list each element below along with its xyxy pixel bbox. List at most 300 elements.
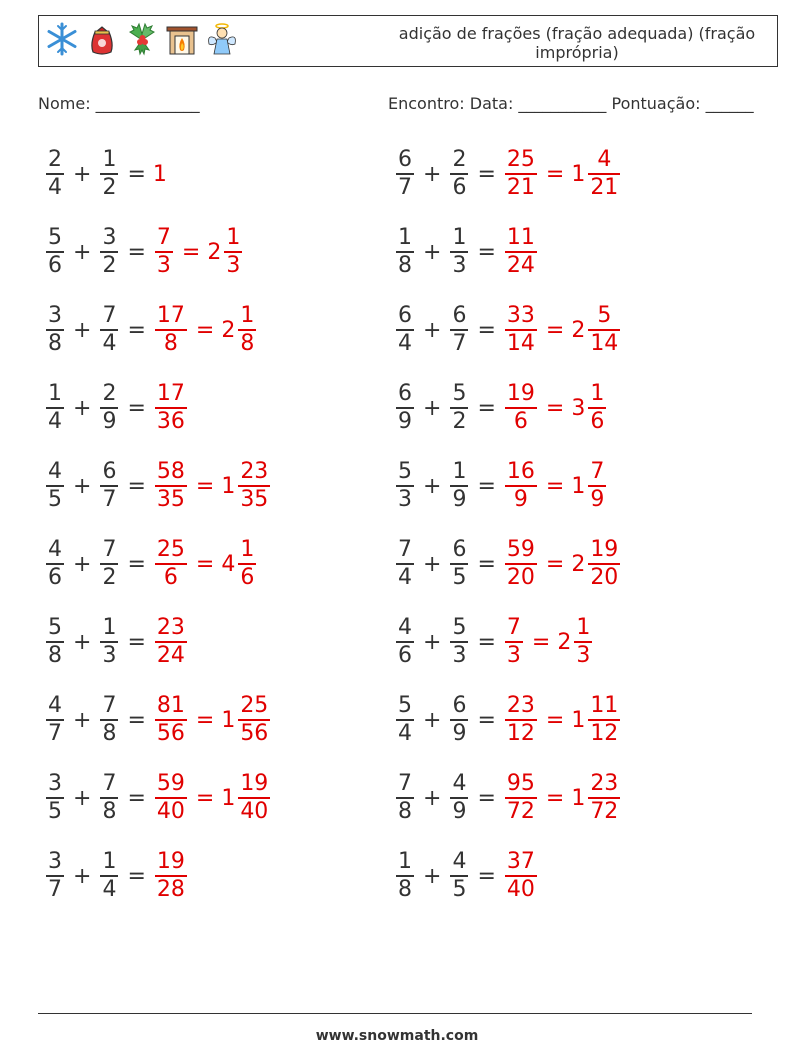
denominator: 8 <box>102 721 117 746</box>
denominator: 2 <box>102 175 117 200</box>
problem-item <box>394 841 539 911</box>
addend-fraction <box>450 615 468 669</box>
numerator: 4 <box>48 693 62 718</box>
mixed-fraction <box>588 147 620 201</box>
answer-fraction <box>505 849 537 903</box>
answer-fraction <box>155 225 173 279</box>
name-field: Nome: _____________ <box>38 94 200 113</box>
plus-sign: + <box>73 239 92 265</box>
equals-sign: = <box>195 785 215 811</box>
answer <box>153 537 258 591</box>
equals-sign: = <box>477 473 496 499</box>
denominator: 6 <box>398 643 412 668</box>
answer-fraction <box>505 693 537 747</box>
denominator: 8 <box>398 799 412 824</box>
numerator: 6 <box>452 303 467 328</box>
answer <box>503 849 539 903</box>
numerator: 59 <box>506 537 535 562</box>
numerator: 3 <box>48 303 62 328</box>
problem-item <box>44 685 272 755</box>
mixed-fraction <box>588 381 606 435</box>
numerator: 17 <box>156 381 185 406</box>
numerator: 58 <box>156 459 185 484</box>
addend-fraction <box>396 537 414 591</box>
equals-sign: = <box>127 161 146 187</box>
mixed-whole: 1 <box>571 707 586 733</box>
answer <box>153 225 244 279</box>
addend-fraction <box>46 381 64 435</box>
addend-fraction <box>396 459 414 513</box>
problem-item <box>394 295 622 365</box>
equals-sign: = <box>127 863 146 889</box>
numerator: 11 <box>590 693 619 718</box>
denominator: 8 <box>163 331 178 356</box>
answer-fraction <box>505 615 523 669</box>
equals-sign: = <box>531 629 551 655</box>
mixed-fraction <box>238 771 270 825</box>
problem-item <box>44 529 258 599</box>
denominator: 72 <box>506 799 535 824</box>
problem-item <box>44 841 189 911</box>
denominator: 6 <box>240 565 255 590</box>
numerator: 81 <box>156 693 185 718</box>
equals-sign: = <box>127 395 146 421</box>
denominator: 40 <box>240 799 269 824</box>
plus-sign: + <box>73 707 92 733</box>
addend-fraction <box>100 303 118 357</box>
problem-item <box>394 529 622 599</box>
mixed-fraction <box>588 537 620 591</box>
numerator: 37 <box>506 849 535 874</box>
numerator: 4 <box>452 849 467 874</box>
answer <box>503 381 608 435</box>
problem-item <box>394 373 608 443</box>
denominator: 3 <box>102 643 117 668</box>
problem-item <box>44 373 189 443</box>
answer-fraction <box>155 537 187 591</box>
answer <box>153 849 189 903</box>
addend-fraction <box>46 849 64 903</box>
denominator: 6 <box>163 565 178 590</box>
plus-sign: + <box>73 317 92 343</box>
denominator: 21 <box>590 175 619 200</box>
problem-item <box>394 139 622 209</box>
numerator: 5 <box>452 615 467 640</box>
numerator: 6 <box>398 303 412 328</box>
numerator: 1 <box>452 459 467 484</box>
equals-sign: = <box>195 317 215 343</box>
plus-sign: + <box>423 785 442 811</box>
denominator: 3 <box>506 643 521 668</box>
denominator: 6 <box>48 253 62 278</box>
denominator: 6 <box>452 175 467 200</box>
equals-sign: = <box>477 863 496 889</box>
numerator: 3 <box>48 849 62 874</box>
mixed-fraction <box>238 459 270 513</box>
equals-sign: = <box>195 551 215 577</box>
numerator: 19 <box>240 771 269 796</box>
plus-sign: + <box>73 863 92 889</box>
numerator: 2 <box>452 147 467 172</box>
equals-sign: = <box>127 317 146 343</box>
numerator: 1 <box>398 849 412 874</box>
equals-sign: = <box>545 317 565 343</box>
problem-item <box>44 607 189 677</box>
denominator: 5 <box>452 877 467 902</box>
mixed-whole: 2 <box>571 551 586 577</box>
denominator: 8 <box>102 799 117 824</box>
numerator: 6 <box>452 693 467 718</box>
numerator: 59 <box>156 771 185 796</box>
denominator: 20 <box>506 565 535 590</box>
denominator: 2 <box>102 565 117 590</box>
mixed-whole: 2 <box>221 317 236 343</box>
numerator: 4 <box>452 771 467 796</box>
addend-fraction <box>396 303 414 357</box>
plus-sign: + <box>423 161 442 187</box>
addend-fraction <box>396 771 414 825</box>
answer <box>503 693 622 747</box>
numerator: 95 <box>506 771 535 796</box>
denominator: 9 <box>590 487 605 512</box>
addend-fraction <box>396 381 414 435</box>
addend-fraction <box>100 615 118 669</box>
denominator: 24 <box>156 643 185 668</box>
equals-sign: = <box>127 239 146 265</box>
denominator: 9 <box>102 409 117 434</box>
equals-sign: = <box>545 785 565 811</box>
problem-item <box>394 607 594 677</box>
denominator: 7 <box>102 487 117 512</box>
answer <box>503 459 608 513</box>
numerator: 11 <box>506 225 535 250</box>
equals-sign: = <box>477 785 496 811</box>
answer <box>153 303 258 357</box>
icon-strip <box>45 22 239 62</box>
answer-fraction <box>505 537 537 591</box>
answer <box>153 459 272 513</box>
equals-sign: = <box>477 551 496 577</box>
denominator: 4 <box>398 565 412 590</box>
numerator: 1 <box>102 849 117 874</box>
numerator: 3 <box>48 771 62 796</box>
problem-item <box>394 217 539 287</box>
denominator: 14 <box>590 331 619 356</box>
numerator: 1 <box>576 615 591 640</box>
addend-fraction <box>396 147 414 201</box>
answer <box>153 615 189 669</box>
answer-fraction <box>155 459 187 513</box>
denominator: 4 <box>102 331 117 356</box>
denominator: 3 <box>576 643 591 668</box>
problem-item <box>44 139 167 209</box>
numerator: 2 <box>48 147 62 172</box>
problem-item <box>44 295 258 365</box>
numerator: 6 <box>398 147 412 172</box>
problem-item <box>394 685 622 755</box>
plus-sign: + <box>73 629 92 655</box>
addend-fraction <box>450 459 468 513</box>
addend-fraction <box>46 459 64 513</box>
answer <box>503 303 622 357</box>
addend-fraction <box>450 693 468 747</box>
numerator: 1 <box>398 225 412 250</box>
plus-sign: + <box>73 551 92 577</box>
numerator: 7 <box>398 771 412 796</box>
plus-sign: + <box>423 707 442 733</box>
denominator: 3 <box>156 253 171 278</box>
denominator: 20 <box>590 565 619 590</box>
denominator: 4 <box>48 175 62 200</box>
plus-sign: + <box>423 863 442 889</box>
mixed-fraction <box>238 303 256 357</box>
mixed-whole: 1 <box>221 785 236 811</box>
addend-fraction <box>100 537 118 591</box>
denominator: 40 <box>156 799 185 824</box>
numerator: 23 <box>156 615 185 640</box>
numerator: 1 <box>240 537 255 562</box>
addend-fraction <box>46 693 64 747</box>
denominator: 8 <box>240 331 255 356</box>
addend-fraction <box>100 459 118 513</box>
numerator: 25 <box>506 147 535 172</box>
numerator: 7 <box>102 771 117 796</box>
numerator: 17 <box>156 303 185 328</box>
header-box <box>38 15 778 67</box>
mixed-fraction <box>238 693 270 747</box>
equals-sign: = <box>127 473 146 499</box>
denominator: 12 <box>506 721 535 746</box>
addend-fraction <box>450 303 468 357</box>
footer-url: www.snowmath.com <box>315 1028 479 1044</box>
equals-sign: = <box>545 473 565 499</box>
addend-fraction <box>100 225 118 279</box>
equals-sign: = <box>127 629 146 655</box>
numerator: 3 <box>102 225 117 250</box>
denominator: 35 <box>240 487 269 512</box>
addend-fraction <box>100 849 118 903</box>
numerator: 23 <box>240 459 269 484</box>
mixed-whole: 4 <box>221 551 236 577</box>
answer <box>153 771 272 825</box>
denominator: 9 <box>513 487 528 512</box>
problem-item <box>44 763 272 833</box>
equals-sign: = <box>477 707 496 733</box>
answer <box>153 693 272 747</box>
mixed-whole: 2 <box>557 629 572 655</box>
holly-icon <box>125 22 159 56</box>
equals-sign: = <box>127 785 146 811</box>
answer <box>153 162 167 187</box>
answer <box>503 147 622 201</box>
numerator: 1 <box>226 225 241 250</box>
addend-fraction <box>450 225 468 279</box>
addend-fraction <box>46 615 64 669</box>
mixed-whole: 2 <box>207 239 222 265</box>
denominator: 12 <box>590 721 619 746</box>
answer <box>503 537 622 591</box>
numerator: 23 <box>590 771 619 796</box>
addend-fraction <box>450 147 468 201</box>
addend-fraction <box>46 771 64 825</box>
mixed-fraction <box>588 303 620 357</box>
equals-sign: = <box>477 239 496 265</box>
numerator: 7 <box>398 537 412 562</box>
mixed-whole: 1 <box>571 473 586 499</box>
addend-fraction <box>450 381 468 435</box>
answer <box>153 381 189 435</box>
denominator: 3 <box>452 253 467 278</box>
denominator: 9 <box>398 409 412 434</box>
numerator: 7 <box>590 459 605 484</box>
answer-fraction <box>505 381 537 435</box>
denominator: 72 <box>590 799 619 824</box>
plus-sign: + <box>73 161 92 187</box>
denominator: 4 <box>48 409 62 434</box>
equals-sign: = <box>545 707 565 733</box>
addend-fraction <box>46 225 64 279</box>
equals-sign: = <box>477 629 496 655</box>
numerator: 1 <box>240 303 255 328</box>
equals-sign: = <box>477 161 496 187</box>
numerator: 7 <box>102 693 117 718</box>
denominator: 9 <box>452 721 467 746</box>
addend-fraction <box>396 849 414 903</box>
denominator: 9 <box>452 799 467 824</box>
denominator: 24 <box>506 253 535 278</box>
denominator: 7 <box>452 331 467 356</box>
denominator: 7 <box>48 721 62 746</box>
numerator: 4 <box>48 459 62 484</box>
numerator: 16 <box>506 459 535 484</box>
plus-sign: + <box>423 239 442 265</box>
angel-icon <box>205 22 239 56</box>
mixed-fraction <box>588 771 620 825</box>
denominator: 35 <box>156 487 185 512</box>
numerator: 25 <box>240 693 269 718</box>
mixed-whole: 1 <box>221 473 236 499</box>
addend-fraction <box>46 147 64 201</box>
addend-fraction <box>100 693 118 747</box>
mixed-whole: 1 <box>221 707 236 733</box>
answer-fraction <box>155 771 187 825</box>
numerator: 7 <box>102 537 117 562</box>
numerator: 6 <box>398 381 412 406</box>
numerator: 1 <box>102 615 117 640</box>
mixed-fraction <box>224 225 242 279</box>
denominator: 56 <box>156 721 185 746</box>
denominator: 14 <box>506 331 535 356</box>
numerator: 5 <box>452 381 467 406</box>
addend-fraction <box>100 381 118 435</box>
numerator: 5 <box>398 693 412 718</box>
denominator: 6 <box>513 409 528 434</box>
equals-sign: = <box>477 317 496 343</box>
numerator: 1 <box>48 381 62 406</box>
problem-item <box>44 451 272 521</box>
answer-fraction <box>505 459 537 513</box>
numerator: 7 <box>102 303 117 328</box>
denominator: 56 <box>240 721 269 746</box>
numerator: 1 <box>102 147 117 172</box>
denominator: 5 <box>452 565 467 590</box>
denominator: 3 <box>398 487 412 512</box>
addend-fraction <box>450 537 468 591</box>
answer <box>503 225 539 279</box>
denominator: 9 <box>452 487 467 512</box>
denominator: 3 <box>452 643 467 668</box>
problem-item <box>394 451 608 521</box>
equals-sign: = <box>181 239 201 265</box>
numerator: 7 <box>506 615 521 640</box>
equals-sign: = <box>195 473 215 499</box>
denominator: 6 <box>48 565 62 590</box>
numerator: 1 <box>452 225 467 250</box>
equals-sign: = <box>545 551 565 577</box>
numerator: 19 <box>590 537 619 562</box>
denominator: 7 <box>398 175 412 200</box>
equals-sign: = <box>127 551 146 577</box>
addend-fraction <box>396 225 414 279</box>
denominator: 4 <box>398 331 412 356</box>
denominator: 8 <box>398 253 412 278</box>
answer-fraction <box>505 303 537 357</box>
answer <box>503 771 622 825</box>
addend-fraction <box>450 771 468 825</box>
equals-sign: = <box>477 395 496 421</box>
denominator: 2 <box>452 409 467 434</box>
numerator: 5 <box>398 459 412 484</box>
plus-sign: + <box>423 629 442 655</box>
numerator: 5 <box>48 615 62 640</box>
denominator: 7 <box>48 877 62 902</box>
answer-fraction <box>155 615 187 669</box>
denominator: 2 <box>102 253 117 278</box>
mixed-fraction <box>574 615 592 669</box>
addend-fraction <box>46 303 64 357</box>
plus-sign: + <box>423 395 442 421</box>
addend-fraction <box>396 693 414 747</box>
numerator: 19 <box>506 381 535 406</box>
addend-fraction <box>100 771 118 825</box>
answer-fraction <box>505 225 537 279</box>
numerator: 4 <box>597 147 612 172</box>
answer-fraction <box>505 771 537 825</box>
addend-fraction <box>46 537 64 591</box>
plus-sign: + <box>423 551 442 577</box>
denominator: 8 <box>48 643 62 668</box>
numerator: 19 <box>156 849 185 874</box>
denominator: 36 <box>156 409 185 434</box>
numerator: 2 <box>102 381 117 406</box>
denominator: 40 <box>506 877 535 902</box>
mixed-fraction <box>588 693 620 747</box>
snowflake-icon <box>45 22 79 56</box>
plus-sign: + <box>73 785 92 811</box>
denominator: 21 <box>506 175 535 200</box>
numerator: 23 <box>506 693 535 718</box>
numerator: 25 <box>156 537 185 562</box>
equals-sign: = <box>127 707 146 733</box>
problem-item <box>394 763 622 833</box>
gift-bag-icon <box>85 22 119 56</box>
answer-fraction <box>155 849 187 903</box>
denominator: 8 <box>48 331 62 356</box>
plus-sign: + <box>423 473 442 499</box>
mixed-fraction <box>588 459 606 513</box>
denominator: 4 <box>102 877 117 902</box>
answer-fraction <box>155 693 187 747</box>
